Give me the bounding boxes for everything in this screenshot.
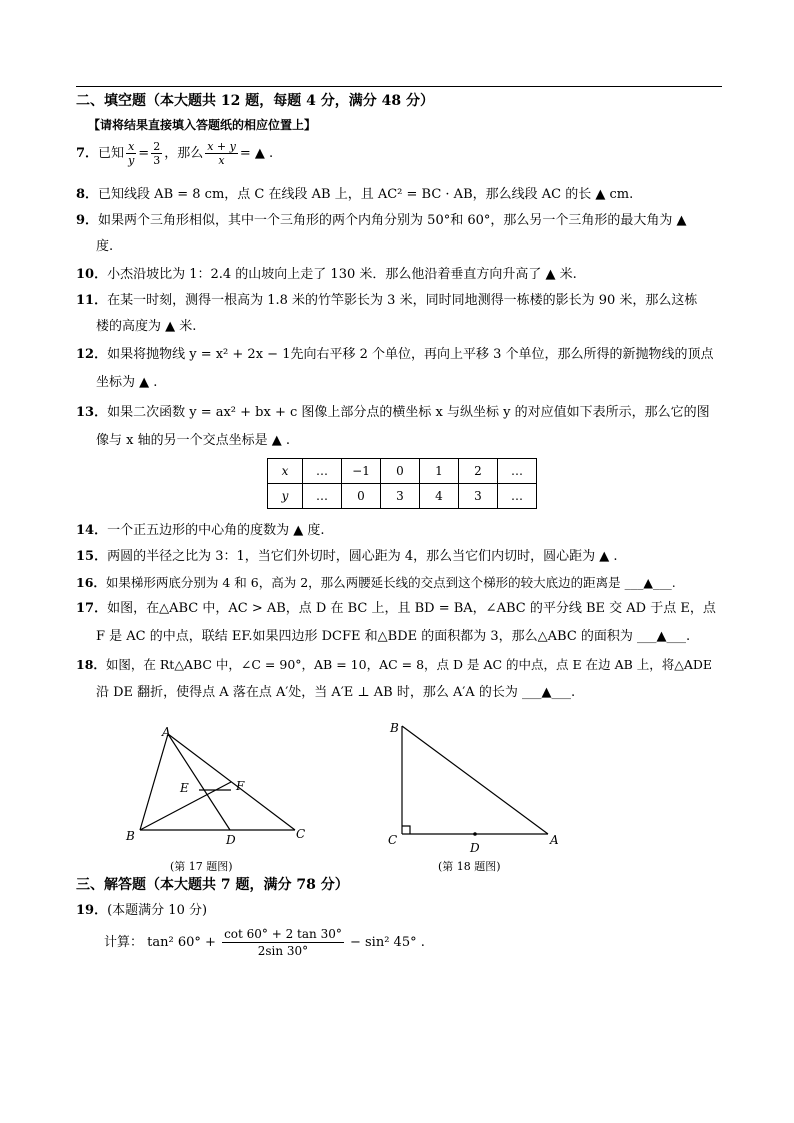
question-12-cont: 坐标为 ▲ . xyxy=(96,375,158,390)
question-9: 9．如果两个三角形相似，其中一个三角形的两个内角分别为 50°和 60°，那么另一个三角形的最大角为 ▲ xyxy=(76,213,687,228)
question-number: 12． xyxy=(76,347,108,362)
label-c: C xyxy=(388,833,398,847)
question-10: 10．小杰沿坡比为 1：2.4 的山坡向上走了 130 米．那么他沿着垂直方向升高了 ▲ 米. xyxy=(76,267,577,282)
question-19: 19．(本题满分 10 分) xyxy=(76,903,208,918)
section-2-title: 二、填空题（本大题共 12 题，每题 4 分，满分 48 分） xyxy=(76,93,434,109)
question-18: 18．如图，在 Rt△ABC 中，∠C = 90°，AB = 10，AC = 8，点 D 是 AC 的中点，点 E 在边 AB 上，将△ADE xyxy=(76,657,713,672)
question-11: 11．在某一时刻，测得一根高为 1.8 米的竹竿影长为 3 米，同时同地测得一栋楼的影长为 90 米，那么这栋 xyxy=(76,293,698,308)
question-number: 8． xyxy=(76,187,99,202)
label-b: B xyxy=(126,829,135,843)
question-number: 10． xyxy=(76,267,108,282)
question-number: 7． xyxy=(76,146,99,161)
label-b: B xyxy=(390,721,399,735)
question-number: 19． xyxy=(76,903,108,918)
question-11-cont: 楼的高度为 ▲ 米. xyxy=(96,319,197,334)
question-number: 15． xyxy=(76,549,108,564)
question-number: 9． xyxy=(76,213,99,228)
label-a: A xyxy=(550,833,559,847)
section-3-title: 三、解答题（本大题共 7 题，满分 78 分） xyxy=(76,877,349,893)
header-rule xyxy=(76,86,722,87)
figure-18 xyxy=(380,716,570,856)
figure-18-caption: (第 18 题图) xyxy=(438,860,501,873)
question-16: 16．如果梯形两底分别为 4 和 6，高为 2，那么两腰延长线的交点到这个梯形的较大底边的距离是 ___▲___. xyxy=(76,575,676,590)
segment-ab xyxy=(402,726,548,834)
fraction-2-over-3: $\frac{2}{3}$ xyxy=(153,140,161,167)
right-angle-mark xyxy=(402,826,410,834)
value-table xyxy=(267,458,537,509)
question-13-cont: 像与 x 轴的另一个交点坐标是 ▲ . xyxy=(96,433,290,448)
question-9-cont: 度. xyxy=(96,239,114,254)
question-17-cont: F 是 AC 的中点，联结 EF.如果四边形 DCFE 和△BDE 的面积都为 3，那么△ABC 的面积为 ___▲___. xyxy=(96,629,691,644)
section-2-instruction: 【请将结果直接填入答题纸的相应位置上】 xyxy=(88,118,317,132)
table-row: y … 0 3 4 3 … xyxy=(268,484,537,509)
fraction-cot-tan-over-sin: $\frac{\cot 60^\circ + 2 \tan 30^\circ}{2\sin 30^\circ}$ xyxy=(224,927,342,958)
label-f: F xyxy=(236,779,245,793)
label-e: E xyxy=(180,781,189,795)
question-number: 11． xyxy=(76,293,108,308)
segment-ad xyxy=(168,734,230,830)
fraction-x-plus-y-over-x: $\frac{x + y}{x}$ xyxy=(207,140,236,167)
question-number: 14． xyxy=(76,523,108,538)
table-row: x … −1 0 1 2 … xyxy=(268,459,537,484)
fraction-x-over-y: $\frac{x}{y}$ xyxy=(128,140,135,167)
midpoint-d xyxy=(473,832,477,836)
label-d: D xyxy=(226,833,236,847)
figure-17-caption: (第 17 题图) xyxy=(170,860,233,873)
question-number: 18． xyxy=(76,657,106,672)
question-13: 13．如果二次函数 y = ax² + bx + c 图像上部分点的横坐标 x 与纵坐标 y 的对应值如下表所示，那么它的图 xyxy=(76,405,710,420)
question-8: 8．已知线段 AB = 8 cm，点 C 在线段 AB 上，且 AC² = BC · AB，那么线段 AC 的长 ▲ cm. xyxy=(76,187,634,202)
label-a: A xyxy=(162,725,171,739)
label-d: D xyxy=(470,841,480,855)
question-12: 12．如果将抛物线 y = x² + 2x − 1先向右平移 2 个单位，再向上平移 3 个单位，那么所得的新抛物线的顶点 xyxy=(76,347,714,362)
question-15: 15．两圆的半径之比为 3：1，当它们外切时，圆心距为 4，那么当它们内切时，圆心距为 ▲ . xyxy=(76,549,618,564)
label-c: C xyxy=(296,827,306,841)
segment-ab xyxy=(140,734,168,830)
question-7: 7．已知 $\frac{x}{y}$ = $\frac{2}{3}$ ，那么 $\frac{x + y}{x}$ = ▲ . xyxy=(76,140,274,167)
figure-17 xyxy=(120,722,320,852)
question-18-cont: 沿 DE 翻折，使得点 A 落在点 A′处，当 A′E ⊥ AB 时，那么 A′A 的长为 ___▲___. xyxy=(96,685,576,700)
question-number: 17． xyxy=(76,601,108,616)
question-number: 13． xyxy=(76,405,108,420)
question-17: 17．如图，在△ABC 中，AC > AB，点 D 在 BC 上，且 BD = BA，∠ABC 的平分线 BE 交 AD 于点 E，点 xyxy=(76,601,716,616)
question-19-expression: 计算： tan² 60° + $\frac{\cot 60^\circ + 2 \tan 30^\circ}{2\sin 30^\circ}$ − sin² 45° . xyxy=(104,927,425,958)
question-number: 16． xyxy=(76,575,106,590)
question-14: 14．一个正五边形的中心角的度数为 ▲ 度. xyxy=(76,523,325,538)
